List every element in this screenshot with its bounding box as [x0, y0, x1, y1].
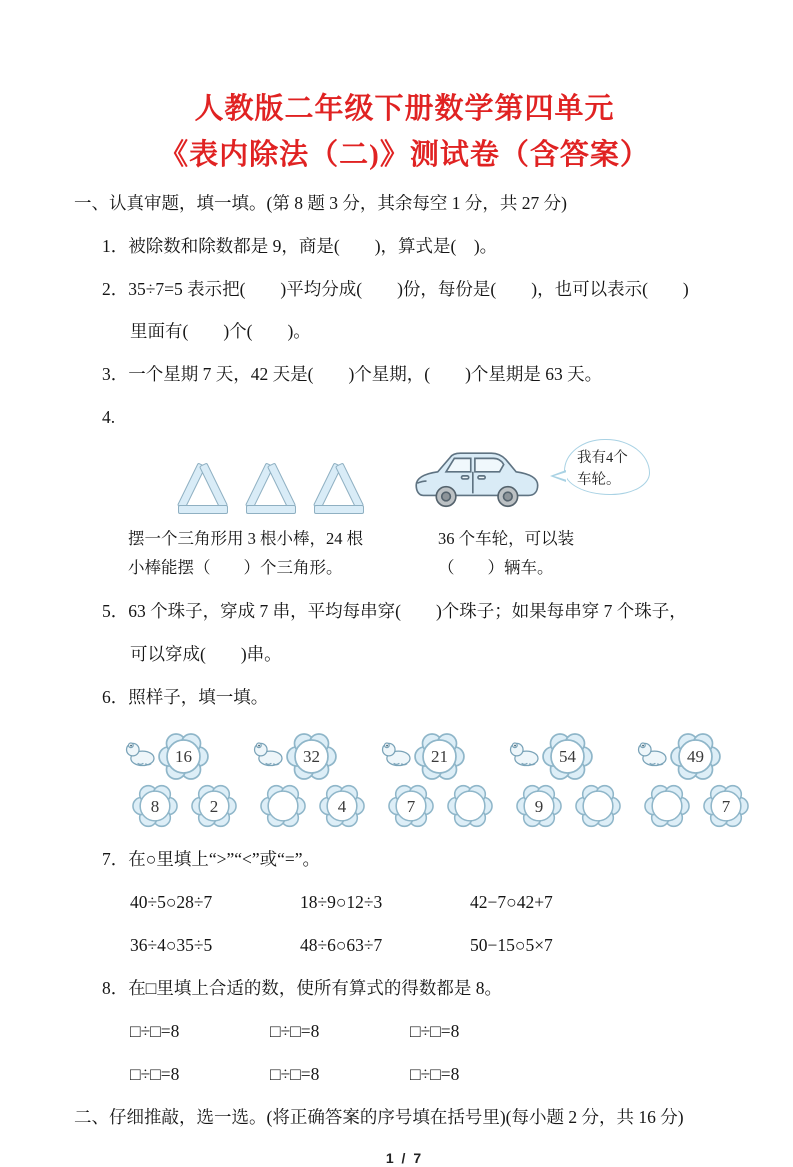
flower-icon [575, 783, 621, 829]
compare-expression: 50−15○5×7 [470, 935, 553, 956]
flower-badge-top [670, 731, 721, 782]
question-7-row2 [130, 935, 735, 957]
speech-bubble-text: 我有4个 车轮。 [577, 450, 628, 488]
frog-icon [252, 740, 285, 767]
compare-expression: 18÷9○12÷3 [300, 892, 383, 913]
badge-group-5 [636, 731, 748, 829]
flower-badge-top [158, 731, 209, 782]
triangle-caption-line1: 摆一个三角形用 3 根小棒，24 根 [128, 529, 364, 549]
badge-value: 21 [431, 747, 448, 767]
question-4-number: 4. [102, 407, 116, 428]
stick-triangles [174, 461, 368, 515]
question-4-figures [128, 437, 735, 583]
title-line-2: 《表内除法（二)》测试卷（含答案） [159, 139, 650, 172]
question-2-line1: 2．35÷7=5 表示把( )平均分成( )份，每份是( )，也可以表示( ) [102, 278, 689, 299]
page-number: 1 / 7 [385, 1149, 424, 1166]
question-1: 1．被除数和除数都是 9，商是( )，算式是( )。 [102, 235, 498, 256]
question-8-row1 [130, 1021, 735, 1043]
fill-expression: □÷□=8 [130, 1063, 180, 1084]
speech-bubble [564, 439, 650, 495]
stick-triangle-icon [174, 461, 232, 515]
triangle-caption-line2: 小棒能摆（ ）个三角形。 [128, 557, 343, 577]
section2-heading: 二、仔细推敲，选一选。(将正确答案的序号填在括号里)(每小题 2 分，共 16 分) [74, 1106, 684, 1127]
badge-value: 7 [406, 796, 416, 816]
car-caption-line2: （ ）辆车。 [438, 557, 554, 577]
compare-expression: 42−7○42+7 [470, 892, 553, 913]
badge-group-3 [380, 731, 492, 829]
compare-expression: 40÷5○28÷7 [130, 892, 213, 913]
flower-badge-left [516, 783, 562, 829]
flower-badge-right [319, 783, 365, 829]
stick-triangle-icon [242, 461, 300, 515]
frog-icon [124, 740, 157, 767]
question-5-line2: 可以穿成( )串。 [130, 643, 282, 664]
badge-value: 54 [559, 747, 576, 767]
question-5-line1: 5．63 个珠子，穿成 7 串，平均每串穿( )个珠子；如果每串穿 7 个珠子， [102, 600, 687, 621]
frog-icon [508, 740, 541, 767]
question-7-row1 [130, 892, 735, 914]
question-6-label: 6．照样子，填一填。 [102, 686, 269, 707]
car-caption-line1: 36 个车轮，可以装 [438, 529, 575, 549]
flower-badge-right [447, 783, 493, 829]
flower-badge-left [132, 783, 178, 829]
badge-value: 4 [337, 796, 347, 816]
frog-icon [380, 740, 413, 767]
title-line-1: 人教版二年级下册数学第四单元 [194, 93, 615, 125]
badge-group-4 [508, 731, 620, 829]
badge-group-1 [124, 731, 236, 829]
flower-badge-left [260, 783, 306, 829]
flower-icon [447, 783, 493, 829]
page-title [74, 86, 735, 179]
fill-expression: □÷□=8 [410, 1063, 460, 1084]
flower-badge-top [286, 731, 337, 782]
badge-value: 49 [687, 747, 704, 767]
badge-value: 9 [534, 796, 544, 816]
badge-value: 16 [175, 747, 192, 767]
question-8-row2 [130, 1064, 735, 1086]
flower-badge-right [191, 783, 237, 829]
section1-heading: 一、认真审题，填一填。(第 8 题 3 分，其余每空 1 分，共 27 分) [74, 192, 567, 213]
stick-triangle-icon [310, 461, 368, 515]
fill-expression: □÷□=8 [130, 1020, 180, 1041]
fill-expression: □÷□=8 [410, 1020, 460, 1041]
fill-expression: □÷□=8 [270, 1020, 320, 1041]
badge-value: 2 [209, 796, 219, 816]
flower-icon [644, 783, 690, 829]
flower-badge-left [644, 783, 690, 829]
car-and-bubble [412, 437, 662, 519]
badge-value: 32 [303, 747, 320, 767]
triangle-figure [128, 461, 368, 583]
question-2-line2: 里面有( )个( )。 [130, 321, 311, 342]
badge-value: 7 [721, 796, 731, 816]
compare-expression: 36÷4○35÷5 [130, 935, 213, 956]
flower-badge-right [575, 783, 621, 829]
car-figure [412, 437, 662, 583]
frog-icon [636, 740, 669, 767]
fill-expression: □÷□=8 [270, 1063, 320, 1084]
flower-badge-left [388, 783, 434, 829]
flower-badge-top [414, 731, 465, 782]
flower-badge-top [542, 731, 593, 782]
question-8-label: 8．在□里填上合适的数，使所有算式的得数都是 8。 [102, 978, 502, 999]
badge-group-2 [252, 731, 364, 829]
flower-icon [260, 783, 306, 829]
flower-badge-right [703, 783, 749, 829]
badge-value: 8 [150, 796, 160, 816]
question-6-badges [124, 731, 735, 829]
question-3: 3．一个星期 7 天，42 天是( )个星期，( )个星期是 63 天。 [102, 364, 603, 385]
compare-expression: 48÷6○63÷7 [300, 935, 383, 956]
question-7-label: 7．在○里填上“>”“<”或“=”。 [102, 849, 321, 870]
car-icon [412, 445, 546, 515]
